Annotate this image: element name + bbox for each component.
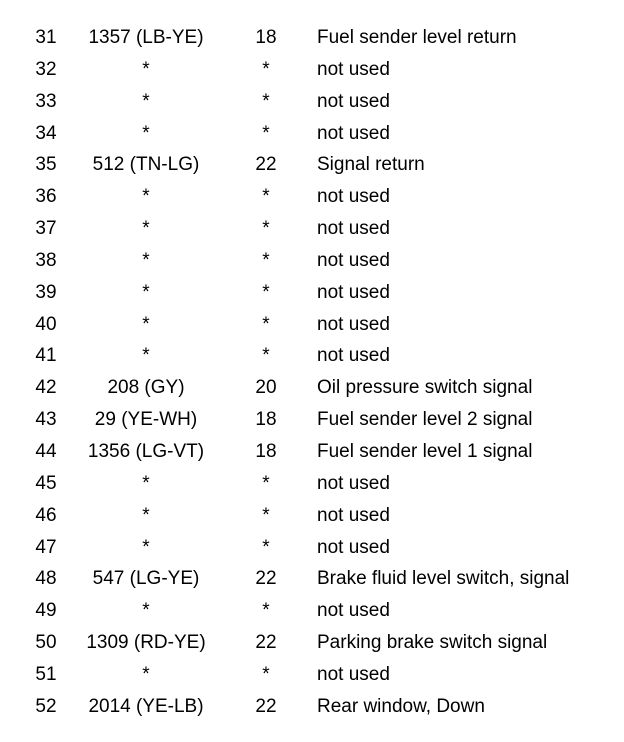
circuit-function: not used: [317, 313, 390, 335]
pin-number: 47: [35, 536, 57, 558]
circuit-function: Fuel sender level 1 signal: [317, 440, 533, 462]
wire-gauge: 22: [255, 695, 277, 717]
circuit-code: 547 (LG-YE): [92, 568, 200, 590]
circuit-code: *: [142, 249, 150, 271]
pin-number: 38: [35, 249, 57, 271]
circuit-code: *: [142, 58, 150, 80]
table-row: [0, 54, 624, 86]
circuit-code: *: [142, 504, 150, 526]
circuit-code: *: [142, 313, 150, 335]
wire-gauge: *: [262, 600, 270, 622]
wire-gauge: *: [262, 472, 270, 494]
pin-number: 36: [35, 186, 57, 208]
circuit-code: *: [142, 186, 150, 208]
circuit-code: 1309 (RD-YE): [86, 632, 206, 654]
table-row: [0, 532, 624, 564]
circuit-function: Fuel sender level return: [317, 27, 517, 48]
table-row: [0, 659, 624, 691]
wire-gauge: *: [262, 186, 270, 208]
table-row: [0, 245, 624, 277]
pin-number: 41: [35, 345, 57, 367]
circuit-code: *: [142, 345, 150, 367]
circuit-function: not used: [317, 600, 390, 622]
circuit-code: 512 (TN-LG): [92, 154, 200, 176]
pin-number: 50: [35, 632, 57, 654]
pin-number: 40: [35, 313, 57, 335]
wire-gauge: *: [262, 122, 270, 144]
pin-number: 49: [35, 600, 57, 622]
wire-gauge: 18: [255, 27, 277, 48]
wire-gauge: 18: [255, 409, 277, 431]
circuit-code: 29 (YE-WH): [94, 409, 198, 431]
table-row: [0, 372, 624, 404]
table-row: [0, 340, 624, 372]
circuit-code: 1357 (LB-YE): [88, 27, 204, 48]
circuit-function: not used: [317, 504, 390, 526]
table-row: [0, 436, 624, 468]
circuit-function: not used: [317, 90, 390, 112]
wire-gauge: 22: [255, 632, 277, 654]
table-row: [0, 118, 624, 150]
circuit-function: not used: [317, 472, 390, 494]
table-row: [0, 404, 624, 436]
wire-gauge: *: [262, 536, 270, 558]
circuit-function: Parking brake switch signal: [317, 632, 548, 654]
wire-gauge: *: [262, 313, 270, 335]
table-row: [0, 468, 624, 500]
circuit-function: not used: [317, 663, 390, 685]
circuit-function: Rear window, Down: [317, 695, 485, 717]
circuit-code: *: [142, 90, 150, 112]
circuit-function: not used: [317, 186, 390, 208]
pin-number: 42: [35, 377, 57, 399]
circuit-function: Signal return: [317, 154, 425, 176]
table-row: [0, 149, 624, 181]
pin-number: 37: [35, 218, 57, 240]
circuit-function: not used: [317, 345, 390, 367]
table-row: [0, 627, 624, 659]
wire-gauge: *: [262, 345, 270, 367]
table-row: [0, 500, 624, 532]
pin-number: 34: [35, 122, 57, 144]
wire-gauge: *: [262, 663, 270, 685]
table-row: [0, 595, 624, 627]
circuit-function: Fuel sender level 2 signal: [317, 409, 533, 431]
circuit-code: *: [142, 122, 150, 144]
wire-gauge: *: [262, 218, 270, 240]
circuit-code: 208 (GY): [107, 377, 185, 399]
table-row: [0, 563, 624, 595]
table-row: [0, 86, 624, 118]
circuit-code: *: [142, 218, 150, 240]
circuit-function: not used: [317, 249, 390, 271]
wire-gauge: *: [262, 504, 270, 526]
pin-number: 51: [35, 663, 57, 685]
wire-gauge: *: [262, 281, 270, 303]
pin-number: 45: [35, 472, 57, 494]
table-row: [0, 213, 624, 245]
pin-number: 33: [35, 90, 57, 112]
wire-gauge: *: [262, 90, 270, 112]
pin-number: 52: [35, 695, 57, 717]
pinout-table: [0, 22, 624, 723]
wire-gauge: 22: [255, 568, 277, 590]
table-row: [0, 181, 624, 213]
circuit-code: *: [142, 472, 150, 494]
table-row: [0, 691, 624, 723]
pin-number: 44: [35, 440, 57, 462]
circuit-function: Brake fluid level switch, signal: [317, 568, 570, 590]
pin-number: 39: [35, 281, 57, 303]
wire-gauge: *: [262, 249, 270, 271]
pin-number: 31: [35, 27, 57, 48]
circuit-code: *: [142, 600, 150, 622]
pin-number: 48: [35, 568, 57, 590]
circuit-code: *: [142, 663, 150, 685]
circuit-function: Oil pressure switch signal: [317, 377, 533, 399]
circuit-code: 1356 (LG-VT): [87, 440, 205, 462]
pin-number: 32: [35, 58, 57, 80]
table-row: [0, 22, 624, 54]
wire-gauge: 20: [255, 377, 277, 399]
wire-gauge: 18: [255, 440, 277, 462]
pin-number: 35: [35, 154, 57, 176]
circuit-function: not used: [317, 122, 390, 144]
wire-gauge: *: [262, 58, 270, 80]
circuit-code: *: [142, 536, 150, 558]
circuit-function: not used: [317, 58, 390, 80]
pin-number: 43: [35, 409, 57, 431]
table-row: [0, 309, 624, 341]
circuit-function: not used: [317, 536, 390, 558]
circuit-code: 2014 (YE-LB): [88, 695, 204, 717]
circuit-function: not used: [317, 281, 390, 303]
circuit-function: not used: [317, 218, 390, 240]
pin-number: 46: [35, 504, 57, 526]
wire-gauge: 22: [255, 154, 277, 176]
table-row: [0, 277, 624, 309]
circuit-code: *: [142, 281, 150, 303]
